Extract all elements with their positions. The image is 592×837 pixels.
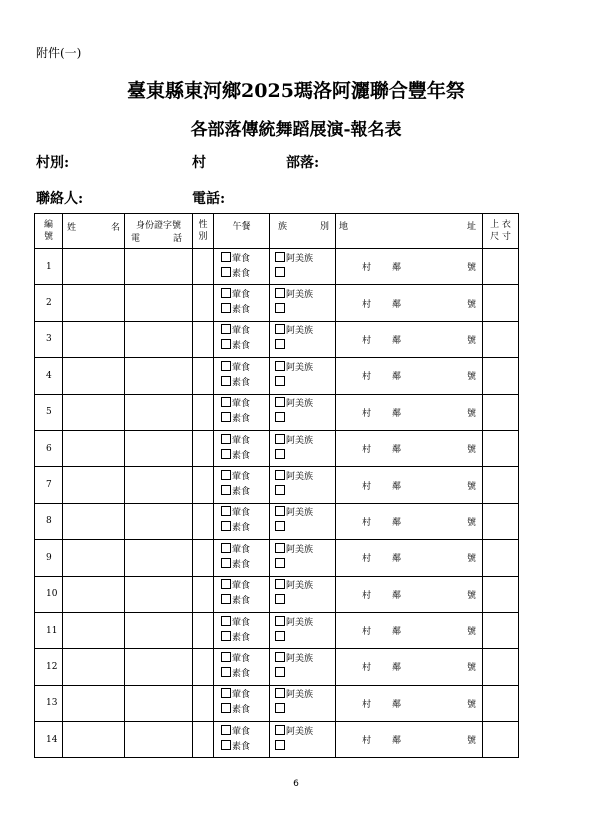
row-number: 13 [35, 685, 63, 721]
meal-option-meat[interactable]: 葷食 [221, 470, 269, 485]
name-cell[interactable] [63, 321, 125, 357]
table-row [35, 394, 519, 430]
meal-option-veg[interactable]: 素食 [221, 412, 269, 427]
checkbox-icon[interactable] [275, 631, 285, 641]
table-row [35, 612, 519, 648]
meal-cell [214, 685, 270, 721]
meal-option-meat[interactable]: 葷食 [221, 324, 269, 339]
sex-cell[interactable] [193, 467, 214, 503]
checkbox-icon[interactable] [275, 506, 285, 516]
sex-cell[interactable] [193, 722, 214, 758]
checkbox-icon[interactable] [221, 397, 231, 407]
name-cell[interactable] [63, 503, 125, 539]
checkbox-icon[interactable] [221, 449, 231, 459]
table-row [35, 467, 519, 503]
row-number: 9 [35, 540, 63, 576]
checkbox-icon[interactable] [275, 594, 285, 604]
meal-cell [214, 430, 270, 466]
checkbox-icon[interactable] [275, 485, 285, 495]
checkbox-icon[interactable] [275, 688, 285, 698]
address-cell[interactable] [336, 249, 483, 285]
address-neighborhood: 鄰 [392, 445, 402, 456]
header-id-phone: 身份證字號 電 話 [125, 214, 193, 249]
address-neighborhood: 鄰 [392, 481, 402, 492]
ethnicity-cell [270, 612, 336, 648]
address-village: 村 [362, 263, 372, 274]
header-meal: 午餐 [214, 214, 270, 249]
meal-cell [214, 394, 270, 430]
table-row [35, 540, 519, 576]
table-row [35, 722, 519, 758]
name-cell[interactable] [63, 358, 125, 394]
address-number: 號 [466, 736, 476, 747]
address-cell[interactable] [336, 576, 483, 612]
ethnicity-cell [270, 576, 336, 612]
meal-cell [214, 612, 270, 648]
address-village: 村 [362, 481, 372, 492]
meal-option-veg[interactable]: 素食 [221, 449, 269, 464]
meal-cell [214, 503, 270, 539]
address-number: 號 [466, 699, 476, 710]
table-row [35, 321, 519, 357]
row-number: 11 [35, 612, 63, 648]
checkbox-icon[interactable] [221, 434, 231, 444]
ethnicity-cell [270, 430, 336, 466]
address-cell[interactable] [336, 685, 483, 721]
ethnicity-cell [270, 722, 336, 758]
meal-cell [214, 285, 270, 321]
address-village: 村 [362, 408, 372, 419]
page-title: 臺東縣東河鄉2025瑪洛阿灑聯合豐年祭 [127, 80, 465, 102]
checkbox-icon[interactable] [275, 252, 285, 262]
shirt-size-cell[interactable] [483, 540, 519, 576]
table-row [35, 503, 519, 539]
meal-cell [214, 321, 270, 357]
address-village: 村 [362, 445, 372, 456]
row-number: 4 [35, 358, 63, 394]
address-number: 號 [466, 663, 476, 674]
shirt-size-cell[interactable] [483, 358, 519, 394]
sex-cell[interactable] [193, 321, 214, 357]
address-village: 村 [362, 299, 372, 310]
phone-label: 電話: [192, 191, 226, 207]
ethnicity-option-amis[interactable]: 阿美族 [275, 543, 335, 558]
sex-cell[interactable] [193, 430, 214, 466]
ethnicity-option-amis[interactable]: 阿美族 [275, 579, 335, 594]
address-neighborhood: 鄰 [392, 517, 402, 528]
shirt-size-cell[interactable] [483, 685, 519, 721]
ethnicity-option-other[interactable] [275, 521, 335, 536]
checkbox-icon[interactable] [275, 703, 285, 713]
address-cell[interactable] [336, 358, 483, 394]
ethnicity-option-other[interactable] [275, 267, 335, 282]
checkbox-icon[interactable] [221, 616, 231, 626]
attachment-label: 附件(一) [36, 46, 82, 60]
checkbox-icon[interactable] [221, 339, 231, 349]
checkbox-icon[interactable] [275, 579, 285, 589]
address-cell[interactable] [336, 722, 483, 758]
sex-cell[interactable] [193, 358, 214, 394]
ethnicity-option-amis[interactable]: 阿美族 [275, 470, 335, 485]
checkbox-icon[interactable] [275, 324, 285, 334]
registration-table [34, 213, 519, 758]
address-cell[interactable] [336, 503, 483, 539]
ethnicity-option-amis[interactable]: 阿美族 [275, 616, 335, 631]
id-phone-cell[interactable] [125, 358, 193, 394]
ethnicity-cell [270, 503, 336, 539]
checkbox-icon[interactable] [221, 303, 231, 313]
address-cell[interactable] [336, 394, 483, 430]
row-number: 7 [35, 467, 63, 503]
meal-option-veg[interactable]: 素食 [221, 376, 269, 391]
address-neighborhood: 鄰 [392, 554, 402, 565]
sex-cell[interactable] [193, 503, 214, 539]
checkbox-icon[interactable] [221, 485, 231, 495]
meal-option-veg[interactable]: 素食 [221, 703, 269, 718]
shirt-size-cell[interactable] [483, 467, 519, 503]
meal-option-veg[interactable]: 素食 [221, 740, 269, 755]
id-phone-cell[interactable] [125, 685, 193, 721]
meal-option-meat[interactable]: 葷食 [221, 725, 269, 740]
name-cell[interactable] [63, 649, 125, 685]
id-phone-cell[interactable] [125, 285, 193, 321]
meal-cell [214, 540, 270, 576]
meal-option-veg[interactable]: 素食 [221, 485, 269, 500]
meal-option-meat[interactable]: 葷食 [221, 397, 269, 412]
row-number: 5 [35, 394, 63, 430]
checkbox-icon[interactable] [275, 339, 285, 349]
shirt-size-cell[interactable] [483, 649, 519, 685]
checkbox-icon[interactable] [221, 252, 231, 262]
ethnicity-option-amis[interactable]: 阿美族 [275, 434, 335, 449]
meal-option-meat[interactable]: 葷食 [221, 579, 269, 594]
shirt-size-cell[interactable] [483, 285, 519, 321]
checkbox-icon[interactable] [221, 324, 231, 334]
header-number: 編 號 [35, 214, 63, 249]
meal-option-veg[interactable]: 素食 [221, 267, 269, 282]
checkbox-icon[interactable] [275, 412, 285, 422]
id-phone-cell[interactable] [125, 649, 193, 685]
id-phone-cell[interactable] [125, 321, 193, 357]
checkbox-icon[interactable] [221, 267, 231, 277]
meal-option-veg[interactable]: 素食 [221, 594, 269, 609]
name-cell[interactable] [63, 430, 125, 466]
address-village: 村 [362, 699, 372, 710]
row-number: 6 [35, 430, 63, 466]
checkbox-icon[interactable] [221, 412, 231, 422]
tribe-label: 部落: [286, 155, 320, 171]
shirt-size-cell[interactable] [483, 394, 519, 430]
checkbox-icon[interactable] [221, 667, 231, 677]
shirt-size-cell[interactable] [483, 321, 519, 357]
id-phone-cell[interactable] [125, 249, 193, 285]
ethnicity-option-amis[interactable]: 阿美族 [275, 652, 335, 667]
address-number: 號 [466, 263, 476, 274]
checkbox-icon[interactable] [275, 449, 285, 459]
ethnicity-option-other[interactable] [275, 740, 335, 755]
table-row [35, 685, 519, 721]
ethnicity-option-other[interactable] [275, 412, 335, 427]
address-cell[interactable] [336, 467, 483, 503]
sex-cell[interactable] [193, 540, 214, 576]
meal-option-meat[interactable]: 葷食 [221, 506, 269, 521]
ethnicity-option-other[interactable] [275, 631, 335, 646]
name-cell[interactable] [63, 685, 125, 721]
shirt-size-cell[interactable] [483, 503, 519, 539]
address-neighborhood: 鄰 [392, 699, 402, 710]
name-cell[interactable] [63, 467, 125, 503]
address-neighborhood: 鄰 [392, 736, 402, 747]
address-cell[interactable] [336, 649, 483, 685]
name-cell[interactable] [63, 612, 125, 648]
row-number: 3 [35, 321, 63, 357]
checkbox-icon[interactable] [275, 667, 285, 677]
ethnicity-option-amis[interactable]: 阿美族 [275, 397, 335, 412]
row-number: 12 [35, 649, 63, 685]
address-cell[interactable] [336, 612, 483, 648]
address-number: 號 [466, 299, 476, 310]
checkbox-icon[interactable] [221, 631, 231, 641]
checkbox-icon[interactable] [275, 397, 285, 407]
checkbox-icon[interactable] [221, 652, 231, 662]
name-cell[interactable] [63, 540, 125, 576]
ethnicity-option-other[interactable] [275, 594, 335, 609]
page-subtitle: 各部落傳統舞蹈展演-報名表 [190, 120, 402, 140]
village-suffix: 村 [192, 155, 206, 171]
table-row [35, 649, 519, 685]
meal-cell [214, 358, 270, 394]
address-number: 號 [466, 517, 476, 528]
address-cell[interactable] [336, 321, 483, 357]
meal-option-veg[interactable]: 素食 [221, 558, 269, 573]
address-village: 村 [362, 554, 372, 565]
address-number: 號 [466, 590, 476, 601]
meal-option-meat[interactable]: 葷食 [221, 543, 269, 558]
meal-option-veg[interactable]: 素食 [221, 667, 269, 682]
ethnicity-option-amis[interactable]: 阿美族 [275, 688, 335, 703]
address-cell[interactable] [336, 285, 483, 321]
checkbox-icon[interactable] [275, 543, 285, 553]
address-number: 號 [466, 372, 476, 383]
shirt-size-cell[interactable] [483, 722, 519, 758]
table-row [35, 430, 519, 466]
address-village: 村 [362, 627, 372, 638]
ethnicity-cell [270, 285, 336, 321]
shirt-size-cell[interactable] [483, 430, 519, 466]
ethnicity-cell [270, 685, 336, 721]
name-cell[interactable] [63, 285, 125, 321]
id-phone-cell[interactable] [125, 503, 193, 539]
id-phone-cell[interactable] [125, 576, 193, 612]
ethnicity-option-amis[interactable]: 阿美族 [275, 324, 335, 339]
meal-cell [214, 649, 270, 685]
meal-cell [214, 576, 270, 612]
address-number: 號 [466, 627, 476, 638]
checkbox-icon[interactable] [221, 288, 231, 298]
header-sex: 性 別 [193, 214, 214, 249]
checkbox-icon[interactable] [221, 470, 231, 480]
name-cell[interactable] [63, 394, 125, 430]
address-cell[interactable] [336, 430, 483, 466]
address-neighborhood: 鄰 [392, 408, 402, 419]
meal-cell [214, 722, 270, 758]
sex-cell[interactable] [193, 649, 214, 685]
address-village: 村 [362, 517, 372, 528]
checkbox-icon[interactable] [221, 594, 231, 604]
checkbox-icon[interactable] [275, 558, 285, 568]
id-phone-cell[interactable] [125, 430, 193, 466]
ethnicity-cell [270, 649, 336, 685]
checkbox-icon[interactable] [275, 361, 285, 371]
checkbox-icon[interactable] [221, 579, 231, 589]
checkbox-icon[interactable] [275, 288, 285, 298]
name-cell[interactable] [63, 249, 125, 285]
address-neighborhood: 鄰 [392, 372, 402, 383]
ethnicity-option-other[interactable] [275, 703, 335, 718]
header-shirt-size: 上 衣 尺 寸 [483, 214, 519, 249]
table-row [35, 285, 519, 321]
ethnicity-cell [270, 467, 336, 503]
meal-option-meat[interactable]: 葷食 [221, 652, 269, 667]
ethnicity-option-other[interactable] [275, 558, 335, 573]
meal-option-meat[interactable]: 葷食 [221, 288, 269, 303]
checkbox-icon[interactable] [275, 376, 285, 386]
checkbox-icon[interactable] [275, 725, 285, 735]
sex-cell[interactable] [193, 612, 214, 648]
meal-option-veg[interactable]: 素食 [221, 631, 269, 646]
address-neighborhood: 鄰 [392, 590, 402, 601]
row-number: 1 [35, 249, 63, 285]
address-village: 村 [362, 736, 372, 747]
checkbox-icon[interactable] [275, 267, 285, 277]
meal-option-meat[interactable]: 葷食 [221, 361, 269, 376]
checkbox-icon[interactable] [275, 740, 285, 750]
sex-cell[interactable] [193, 685, 214, 721]
shirt-size-cell[interactable] [483, 576, 519, 612]
sex-cell[interactable] [193, 249, 214, 285]
row-number: 8 [35, 503, 63, 539]
id-phone-cell[interactable] [125, 467, 193, 503]
checkbox-icon[interactable] [221, 376, 231, 386]
meal-option-meat[interactable]: 葷食 [221, 688, 269, 703]
address-number: 號 [466, 335, 476, 346]
address-number: 號 [466, 445, 476, 456]
ethnicity-option-other[interactable] [275, 449, 335, 464]
checkbox-icon[interactable] [221, 506, 231, 516]
address-number: 號 [466, 554, 476, 565]
header-ethnicity: 族 別 [270, 214, 336, 249]
meal-option-meat[interactable]: 葷食 [221, 616, 269, 631]
row-number: 10 [35, 576, 63, 612]
ethnicity-cell [270, 249, 336, 285]
checkbox-icon[interactable] [221, 361, 231, 371]
meal-option-meat[interactable]: 葷食 [221, 434, 269, 449]
ethnicity-option-other[interactable] [275, 339, 335, 354]
address-neighborhood: 鄰 [392, 627, 402, 638]
checkbox-icon[interactable] [221, 688, 231, 698]
ethnicity-option-amis[interactable]: 阿美族 [275, 725, 335, 740]
meal-option-veg[interactable]: 素食 [221, 339, 269, 354]
meal-cell [214, 249, 270, 285]
ethnicity-cell [270, 394, 336, 430]
id-phone-cell[interactable] [125, 722, 193, 758]
page-number: 6 [293, 779, 299, 789]
address-number: 號 [466, 408, 476, 419]
sex-cell[interactable] [193, 576, 214, 612]
ethnicity-option-other[interactable] [275, 376, 335, 391]
checkbox-icon[interactable] [221, 703, 231, 713]
ethnicity-cell [270, 358, 336, 394]
checkbox-icon[interactable] [221, 521, 231, 531]
checkbox-icon[interactable] [275, 434, 285, 444]
id-phone-cell[interactable] [125, 612, 193, 648]
meal-option-veg[interactable]: 素食 [221, 521, 269, 536]
row-number: 14 [35, 722, 63, 758]
address-neighborhood: 鄰 [392, 663, 402, 674]
checkbox-icon[interactable] [221, 725, 231, 735]
sex-cell[interactable] [193, 394, 214, 430]
ethnicity-option-other[interactable] [275, 303, 335, 318]
ethnicity-cell [270, 321, 336, 357]
id-phone-cell[interactable] [125, 540, 193, 576]
ethnicity-option-amis[interactable]: 阿美族 [275, 361, 335, 376]
ethnicity-option-amis[interactable]: 阿美族 [275, 288, 335, 303]
table-row [35, 358, 519, 394]
table-row [35, 576, 519, 612]
shirt-size-cell[interactable] [483, 249, 519, 285]
row-number: 2 [35, 285, 63, 321]
address-village: 村 [362, 663, 372, 674]
address-neighborhood: 鄰 [392, 299, 402, 310]
ethnicity-option-amis[interactable]: 阿美族 [275, 252, 335, 267]
sex-cell[interactable] [193, 285, 214, 321]
ethnicity-option-amis[interactable]: 阿美族 [275, 506, 335, 521]
checkbox-icon[interactable] [275, 652, 285, 662]
name-cell[interactable] [63, 722, 125, 758]
village-label: 村別: [36, 155, 70, 171]
id-phone-cell[interactable] [125, 394, 193, 430]
meal-cell [214, 467, 270, 503]
ethnicity-cell [270, 540, 336, 576]
checkbox-icon[interactable] [221, 740, 231, 750]
contact-label: 聯絡人: [36, 191, 84, 207]
shirt-size-cell[interactable] [483, 612, 519, 648]
address-neighborhood: 鄰 [392, 335, 402, 346]
address-cell[interactable] [336, 540, 483, 576]
meal-option-meat[interactable]: 葷食 [221, 252, 269, 267]
table-row [35, 249, 519, 285]
meal-option-veg[interactable]: 素食 [221, 303, 269, 318]
checkbox-icon[interactable] [275, 521, 285, 531]
header-name: 姓 名 [63, 214, 125, 249]
address-village: 村 [362, 335, 372, 346]
checkbox-icon[interactable] [275, 303, 285, 313]
checkbox-icon[interactable] [275, 470, 285, 480]
checkbox-icon[interactable] [221, 543, 231, 553]
name-cell[interactable] [63, 576, 125, 612]
header-address: 地 址 [336, 214, 483, 249]
address-village: 村 [362, 590, 372, 601]
address-neighborhood: 鄰 [392, 263, 402, 274]
ethnicity-option-other[interactable] [275, 667, 335, 682]
table-header-row [35, 214, 519, 249]
checkbox-icon[interactable] [221, 558, 231, 568]
address-village: 村 [362, 372, 372, 383]
checkbox-icon[interactable] [275, 616, 285, 626]
ethnicity-option-other[interactable] [275, 485, 335, 500]
address-number: 號 [466, 481, 476, 492]
